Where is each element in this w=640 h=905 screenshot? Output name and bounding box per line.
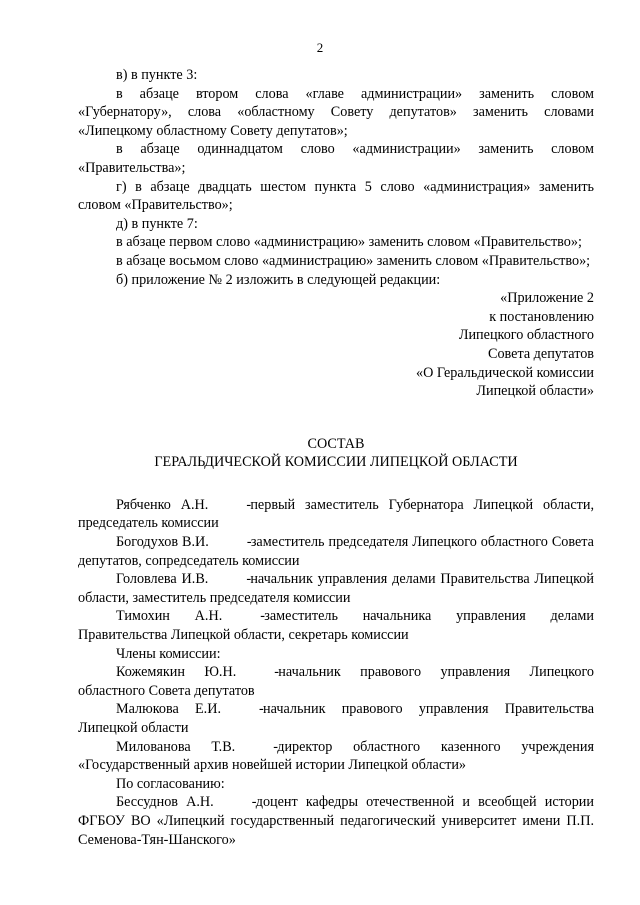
member-dash: - <box>259 701 264 718</box>
member-name: Кожемякин Ю.Н. <box>116 664 237 681</box>
member-entry <box>78 663 594 700</box>
member-name: Бессуднов А.Н. <box>116 794 214 811</box>
member-entry <box>78 496 594 533</box>
member-name: Богодухов В.И. <box>116 534 209 551</box>
member-name: Рябченко А.Н. <box>116 496 209 513</box>
amendment-paragraph: в абзаце восьмом слово «администрацию» заменить словом «Правительство»; <box>116 252 591 269</box>
amendment-paragraph: г) в абзаце двадцать шестом пункта 5 слово «администрация» заменить словом «Правительство»; <box>78 178 594 214</box>
member-role: заместитель начальника управления делами Правительства Липецкой области, секретарь комиссии <box>78 608 594 644</box>
member-list <box>78 496 594 849</box>
member-name: Тимохин А.Н. <box>116 608 223 625</box>
appendix-line: Совета депутатов <box>488 345 594 362</box>
amendment-paragraph: б) приложение № 2 изложить в следующей редакции: <box>116 271 441 288</box>
amendment-paragraph: в абзаце одиннадцатом слово «администрации» заменить словом «Правительства»; <box>78 141 594 176</box>
member-role: доцент кафедры отечественной и всеобщей истории ФГБОУ ВО «Липецкий государственный педагогический университет имени П.П. Семенова-Тян-Шанского» <box>78 794 594 848</box>
title-line: СОСТАВ <box>307 435 365 452</box>
amendment-paragraph: в абзаце первом слово «администрацию» заменить словом «Правительство»; <box>116 234 582 251</box>
appendix-line: «Приложение 2 <box>500 290 594 307</box>
member-entry <box>78 700 594 737</box>
appendix-line: к постановлению <box>489 308 594 325</box>
member-role: начальник управления делами Правительства Липецкой области, заместитель председателя комиссии <box>78 571 594 606</box>
document-title <box>78 435 594 472</box>
member-entry <box>78 570 594 607</box>
member-role: первый заместитель Губернатора Липецкой области, председатель комиссии <box>78 496 594 532</box>
member-name: Милованова Т.В. <box>116 738 236 755</box>
member-dash: - <box>274 664 280 681</box>
document-body <box>78 66 594 849</box>
amendment-paragraph: д) в пункте 7: <box>116 215 198 232</box>
member-dash: - <box>246 571 252 588</box>
member-dash: - <box>260 608 265 625</box>
member-entry <box>78 533 594 570</box>
member-dash: - <box>246 496 252 513</box>
member-name: Малюкова Е.И. <box>116 701 221 718</box>
appendix-line: Липецкого областного <box>458 327 594 344</box>
member-dash: - <box>273 738 278 755</box>
member-name: Головлева И.В. <box>116 571 209 588</box>
member-dash: - <box>251 794 257 811</box>
section-heading: По согласованию: <box>116 775 225 792</box>
appendix-header <box>78 289 594 401</box>
amendment-paragraph: в) в пункте 3: <box>116 67 198 83</box>
amendment-paragraph: в абзаце втором слова «главе администрации» заменить словом «Губернатору», слова «областному Совету депутатов» заменить словами «Липецкому областному Совету депутатов»; <box>78 85 594 139</box>
section-heading: Члены комиссии: <box>116 645 221 662</box>
member-role: заместитель председателя Липецкого областного Совета депутатов, сопредседатель комиссии <box>78 534 594 569</box>
member-role: начальник правового управления Правительства Липецкой области <box>78 701 594 736</box>
page-number: 2 <box>316 40 324 55</box>
member-role: начальник правового управления Липецкого областного Совета депутатов <box>78 664 594 699</box>
appendix-line: «О Геральдической комиссии <box>415 364 594 381</box>
appendix-line: Липецкой области» <box>476 383 594 400</box>
member-entry <box>78 607 594 644</box>
member-role: директор областного казенного учреждения «Государственный архив новейшей истории Липецкой области» <box>78 738 594 774</box>
member-entry <box>78 793 594 849</box>
title-line: ГЕРАЛЬДИЧЕСКОЙ КОМИССИИ ЛИПЕЦКОЙ ОБЛАСТИ <box>154 454 518 471</box>
member-entry <box>78 738 594 775</box>
member-dash: - <box>246 534 252 551</box>
